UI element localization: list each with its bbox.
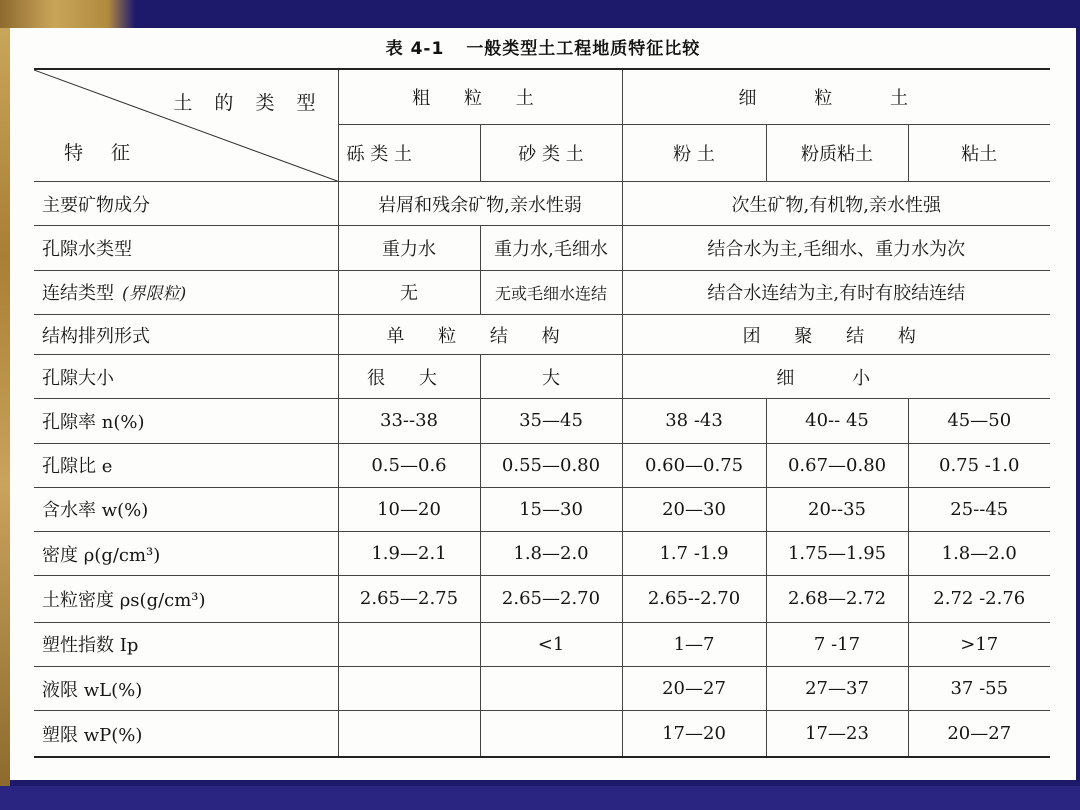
silt-header: 粉 土 xyxy=(622,124,766,181)
cell-graindensity-gravel: 2.65—2.75 xyxy=(338,576,480,622)
cell-plasticlimit-silty-clay: 17—23 xyxy=(766,711,908,757)
cell-porewater-gravel: 重力水 xyxy=(338,226,480,270)
cell-plasticity-sand: <1 xyxy=(480,622,622,666)
table-row xyxy=(34,182,1050,226)
table-row xyxy=(34,487,1050,531)
fine-grained-group-header: 细 粒 土 xyxy=(622,69,1050,124)
cell-voidratio-silty-clay: 0.67—0.80 xyxy=(766,443,908,487)
clay-header: 粘土 xyxy=(908,124,1050,181)
scanned-page xyxy=(10,28,1076,780)
cell-plasticity-gravel xyxy=(338,622,480,666)
corner-header-cell xyxy=(34,69,338,182)
header-row-groups xyxy=(34,69,1050,124)
row-label-mineral: 主要矿物成分 xyxy=(34,182,338,226)
sand-soil-header: 砂 类 土 xyxy=(480,124,622,181)
cell-porosity-silt: 38 -43 xyxy=(622,399,766,443)
cell-voidratio-sand: 0.55—0.80 xyxy=(480,443,622,487)
table-caption xyxy=(10,34,1076,59)
cell-porosity-clay: 45—50 xyxy=(908,399,1050,443)
cell-mineral-coarse: 岩屑和残余矿物,亲水性弱 xyxy=(338,182,622,226)
table-row xyxy=(34,711,1050,757)
cell-watercontent-gravel: 10—20 xyxy=(338,487,480,531)
cell-plasticity-silt: 1—7 xyxy=(622,622,766,666)
table-row xyxy=(34,576,1050,622)
cell-plasticlimit-gravel xyxy=(338,711,480,757)
table-row xyxy=(34,622,1050,666)
cell-graindensity-sand: 2.65—2.70 xyxy=(480,576,622,622)
cell-mineral-fine: 次生矿物,有机物,亲水性强 xyxy=(622,182,1050,226)
cell-watercontent-silty-clay: 20--35 xyxy=(766,487,908,531)
cell-density-clay: 1.8—2.0 xyxy=(908,532,1050,576)
cell-liquidlimit-silty-clay: 27—37 xyxy=(766,666,908,710)
cell-density-silty-clay: 1.75—1.95 xyxy=(766,532,908,576)
cell-graindensity-silt: 2.65--2.70 xyxy=(622,576,766,622)
table-row xyxy=(34,666,1050,710)
cell-liquidlimit-gravel xyxy=(338,666,480,710)
decorative-left-strip xyxy=(0,28,10,788)
cell-porewater-fine: 结合水为主,毛细水、重力水为次 xyxy=(622,226,1050,270)
table-row xyxy=(34,226,1050,270)
cell-liquidlimit-sand xyxy=(480,666,622,710)
row-label-bond xyxy=(34,270,338,314)
silty-clay-header: 粉质粘土 xyxy=(766,124,908,181)
cell-watercontent-silt: 20—30 xyxy=(622,487,766,531)
table-number: 表 4-1 xyxy=(385,39,445,59)
table-row xyxy=(34,399,1050,443)
table-row xyxy=(34,532,1050,576)
cell-density-gravel: 1.9—2.1 xyxy=(338,532,480,576)
cell-watercontent-sand: 15—30 xyxy=(480,487,622,531)
row-label-poresize: 孔隙大小 xyxy=(34,355,338,399)
cell-porewater-sand: 重力水,毛细水 xyxy=(480,226,622,270)
cell-poresize-fine: 细 小 xyxy=(622,355,1050,399)
cell-bond-fine: 结合水连结为主,有时有胶结连结 xyxy=(622,270,1050,314)
cell-voidratio-silt: 0.60—0.75 xyxy=(622,443,766,487)
row-label-voidratio: 孔隙比 e xyxy=(34,443,338,487)
cell-plasticity-clay: >17 xyxy=(908,622,1050,666)
row-label-liquidlimit: 液限 wL(%) xyxy=(34,666,338,710)
cell-porosity-silty-clay: 40-- 45 xyxy=(766,399,908,443)
table-title: 一般类型土工程地质特征比较 xyxy=(466,39,701,59)
cell-porosity-gravel: 33--38 xyxy=(338,399,480,443)
cell-plasticlimit-clay: 20—27 xyxy=(908,711,1050,757)
row-label-watercontent: 含水率 w(%) xyxy=(34,487,338,531)
soil-comparison-table xyxy=(34,68,1050,758)
cell-porosity-sand: 35—45 xyxy=(480,399,622,443)
cell-poresize-sand: 大 xyxy=(480,355,622,399)
decorative-corner xyxy=(0,0,135,28)
cell-structure-fine: 团 聚 结 构 xyxy=(622,314,1050,354)
cell-bond-gravel: 无 xyxy=(338,270,480,314)
gravel-soil-header: 砾 类 土 xyxy=(338,124,480,181)
slide-bottom-bar xyxy=(0,786,1080,810)
cell-liquidlimit-clay: 37 -55 xyxy=(908,666,1050,710)
row-label-density: 密度 ρ(g/cm³) xyxy=(34,532,338,576)
table-row xyxy=(34,443,1050,487)
soil-type-axis-label: 土 的 类 型 xyxy=(173,92,324,114)
cell-bond-sand: 无或毛细水连结 xyxy=(480,270,622,314)
feature-axis-label: 特征 xyxy=(64,142,159,165)
bond-type-label: 连结类型 xyxy=(42,283,114,305)
table-row xyxy=(34,314,1050,354)
coarse-grained-group-header: 粗 粒 土 xyxy=(338,69,622,124)
cell-poresize-gravel: 很 大 xyxy=(338,355,480,399)
row-label-graindensity: 土粒密度 ρs(g/cm³) xyxy=(34,576,338,622)
cell-density-silt: 1.7 -1.9 xyxy=(622,532,766,576)
cell-voidratio-gravel: 0.5—0.6 xyxy=(338,443,480,487)
row-label-plasticity: 塑性指数 Ip xyxy=(34,622,338,666)
cell-graindensity-clay: 2.72 -2.76 xyxy=(908,576,1050,622)
cell-watercontent-clay: 25--45 xyxy=(908,487,1050,531)
cell-voidratio-clay: 0.75 -1.0 xyxy=(908,443,1050,487)
cell-structure-coarse: 单 粒 结 构 xyxy=(338,314,622,354)
handwritten-note: (界限粒) xyxy=(122,284,187,305)
table-row xyxy=(34,270,1050,314)
cell-plasticlimit-sand xyxy=(480,711,622,757)
table-row xyxy=(34,355,1050,399)
row-label-porewater: 孔隙水类型 xyxy=(34,226,338,270)
cell-liquidlimit-silt: 20—27 xyxy=(622,666,766,710)
cell-density-sand: 1.8—2.0 xyxy=(480,532,622,576)
row-label-plasticlimit: 塑限 wP(%) xyxy=(34,711,338,757)
cell-plasticity-silty-clay: 7 -17 xyxy=(766,622,908,666)
row-label-porosity: 孔隙率 n(%) xyxy=(34,399,338,443)
cell-plasticlimit-silt: 17—20 xyxy=(622,711,766,757)
cell-graindensity-silty-clay: 2.68—2.72 xyxy=(766,576,908,622)
row-label-structure: 结构排列形式 xyxy=(34,314,338,354)
